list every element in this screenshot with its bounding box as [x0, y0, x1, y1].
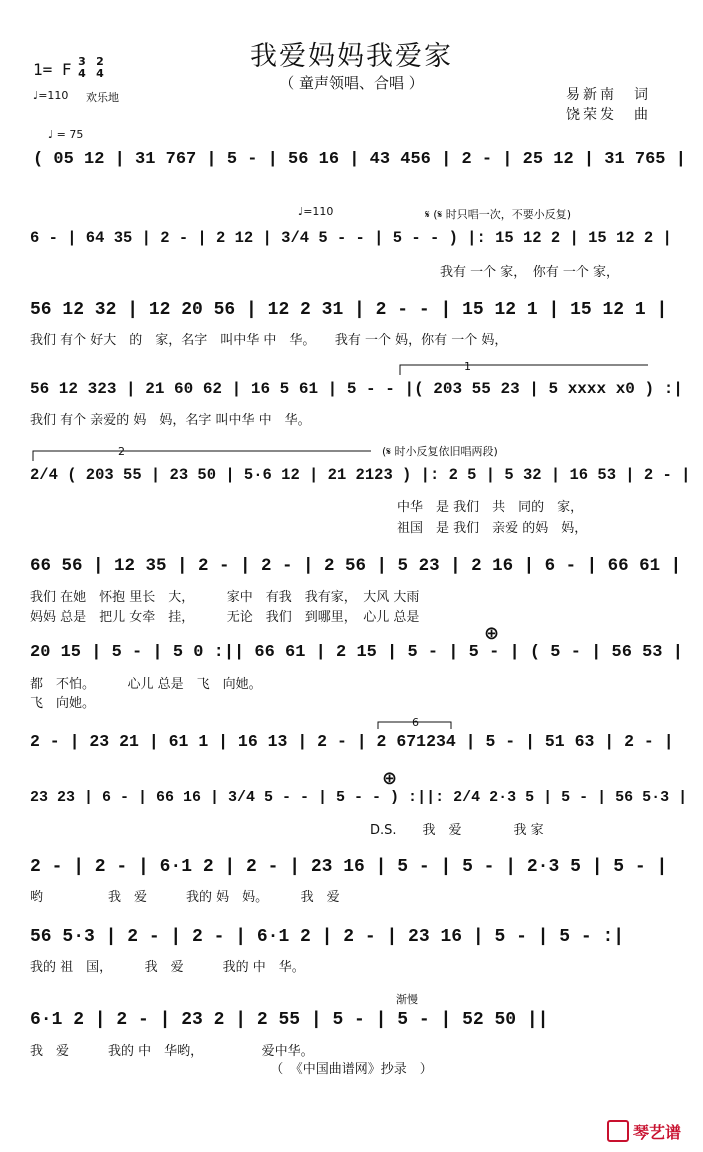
- lyric-row-7-verse-1: 都 不怕。 心儿 总是 飞 向她。: [30, 677, 262, 692]
- notation-row-2: 6 - | 64 35 | 2 - | 2 12 | 3/4 5 - - | 5 - - ) |: 15 12 2 | 15 12 2 |: [30, 229, 672, 247]
- time-den: 4: [78, 67, 86, 80]
- volta-bracket-1: [400, 363, 650, 377]
- notation-row-9: 23 23 | 6 - | 66 16 | 3/4 5 - - | 5 - - ) :||: 2/4 2·3 5 | 5 - | 56 5·3 |: [30, 789, 688, 806]
- lyric-row-6-verse-1: 我们 在她 怀抱 里长 大， 家中 有我 我有家， 大风 大雨: [30, 590, 420, 605]
- composer-credit: 饶荣发 曲: [566, 107, 651, 123]
- volta-bracket-2: [33, 449, 373, 463]
- lyric-row-7-verse-2: 飞 向她。: [30, 696, 96, 711]
- volta-2-label: 2: [118, 445, 125, 458]
- lyric-row-4: 我们 有个 亲爱的 妈 妈，名字 叫中华 中 华。: [30, 413, 311, 428]
- lyric-row-12: 我 爱 我的 中 华哟， 爱中华。: [30, 1044, 314, 1059]
- lyric-row-10: 哟 我 爱 我的 妈 妈。 我 爱: [30, 890, 340, 905]
- logo-text: 琴艺谱: [633, 1123, 682, 1142]
- lyric-row-9: D.S. 我 爱 我 家: [370, 823, 544, 838]
- notation-row-1: ( 05 12 | 31 767 | 5 - | 56 16 | 43 456 | 2 - | 25 12 | 31 765 |: [33, 150, 686, 169]
- notation-row-11: 56 5·3 | 2 - | 2 - | 6·1 2 | 2 - | 23 16 | 5 - | 5 - :|: [30, 927, 625, 947]
- time-num: 2: [96, 55, 104, 68]
- subtitle: （ 童声领唱、合唱 ）: [279, 74, 424, 92]
- notation-row-4: 56 12 323 | 21 60 62 | 16 5 61 | 5 - - |( 203 55 23 | 5 xxxx x0 ) :|: [30, 380, 683, 398]
- lyric-row-5-verse-1: 中华 是 我们 共 同的 家，: [397, 500, 584, 515]
- notation-row-12: 6·1 2 | 2 - | 23 2 | 2 55 | 5 - | 5 - | 52 50 ||: [30, 1010, 549, 1030]
- lyricist-credit: 易新南 词: [566, 87, 651, 103]
- row-2-tempo: ♩=110: [298, 205, 334, 218]
- segno-note-2: (𝄋 时小反复依旧唱两段): [382, 445, 498, 458]
- lyric-row-3: 我们 有个 好大 的 家，名字 叫中华 中 华。 我有 一个 妈，你有 一个 妈，: [30, 333, 508, 348]
- tempo-marking: ♩=110: [33, 89, 69, 102]
- expression-marking: 欢乐地: [86, 91, 119, 104]
- notation-row-3: 56 12 32 | 12 20 56 | 12 2 31 | 2 - - | 15 12 1 | 15 12 1 |: [30, 300, 668, 320]
- key-signature: 1= F: [33, 60, 72, 79]
- notation-row-7: 20 15 | 5 - | 5 0 :|| 66 61 | 2 15 | 5 - | 5 - | ( 5 - | 56 53 |: [30, 643, 683, 662]
- segno-note: 𝄋 (𝄋 时只唱一次，不要小反复): [425, 208, 572, 221]
- lyric-row-11: 我的 祖 国， 我 爱 我的 中 华。: [30, 960, 305, 975]
- time-num: 3: [78, 55, 86, 68]
- intro-tempo: ♩ = 75: [48, 128, 84, 141]
- site-logo[interactable]: [607, 1120, 681, 1143]
- volta-1-label: 1: [464, 360, 471, 373]
- coda-sign-2: ⊕: [382, 768, 398, 789]
- notation-row-8: 2 - | 23 21 | 61 1 | 16 13 | 2 - | 2 671234 | 5 - | 51 63 | 2 - |: [30, 732, 674, 751]
- volta-line: [400, 365, 648, 375]
- lyric-row-6-verse-2: 妈妈 总是 把儿 女牵 挂， 无论 我们 到哪里， 心儿 总是: [30, 610, 420, 625]
- notation-row-10: 2 - | 2 - | 6·1 2 | 2 - | 23 16 | 5 - | 5 - | 2·3 5 | 5 - |: [30, 857, 668, 877]
- time-den: 4: [96, 67, 104, 80]
- source-footer: （ 《中国曲谱网》抄录 ）: [270, 1062, 433, 1077]
- time-signature-1: [76, 56, 88, 80]
- logo-icon: [607, 1120, 629, 1142]
- page-title: 我爱妈妈我爱家: [250, 41, 453, 72]
- coda-sign: ⊕: [484, 623, 500, 644]
- notation-row-6: 66 56 | 12 35 | 2 - | 2 - | 2 56 | 5 23 | 2 16 | 6 - | 66 61 |: [30, 556, 682, 576]
- notation-row-5: 2/4 ( 203 55 | 23 50 | 5·6 12 | 21 2123 ) |: 2 5 | 5 32 | 16 53 | 2 - |: [30, 466, 691, 484]
- volta-line: [33, 451, 371, 461]
- time-signature-2: [94, 56, 106, 80]
- tuplet-label: 6: [412, 716, 419, 729]
- ritardando-marking: 渐慢: [396, 993, 418, 1006]
- lyric-row-2: 我有 一个 家， 你有 一个 家，: [440, 265, 620, 280]
- lyric-row-5-verse-2: 祖国 是 我们 亲爱 的妈 妈，: [397, 521, 588, 536]
